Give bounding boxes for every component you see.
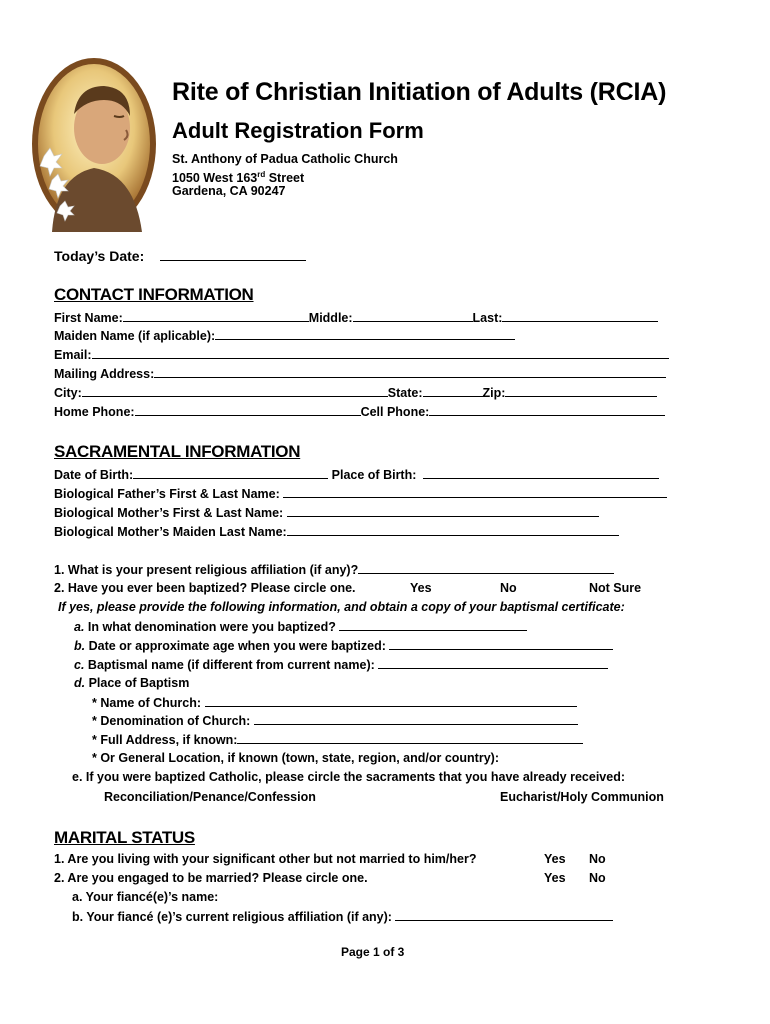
form-title: Rite of Christian Initiation of Adults (RCIA) xyxy=(172,78,667,106)
phone-row xyxy=(54,404,665,420)
dob-field[interactable] xyxy=(133,467,328,479)
zip-label: Zip: xyxy=(482,386,506,400)
church-name-label: * Name of Church: xyxy=(92,696,202,710)
engaged-question: 2. Are you engaged to be married? Please circle one. xyxy=(54,871,368,885)
fiance-religion-field[interactable] xyxy=(395,909,613,921)
mother-maiden-row xyxy=(54,524,619,540)
home-phone-label: Home Phone: xyxy=(54,405,135,419)
first-name-row xyxy=(54,310,658,326)
todays-date-label: Today’s Date: xyxy=(54,248,145,264)
first-name-field[interactable] xyxy=(123,310,309,322)
baptismal-name-row xyxy=(74,657,608,673)
mailing-row xyxy=(54,366,666,382)
page-number: Page 1 of 3 xyxy=(341,945,405,959)
father-name-field[interactable] xyxy=(283,486,667,498)
engaged-yes-option[interactable]: Yes xyxy=(544,871,566,885)
denomination-row xyxy=(74,619,527,635)
general-location-label: * Or General Location, if known (town, state, region, and/or country): xyxy=(92,751,499,765)
mailing-address-field[interactable] xyxy=(154,366,666,378)
living-with-yes-option[interactable]: Yes xyxy=(544,852,566,866)
mother-name-field[interactable] xyxy=(287,505,599,517)
full-address-label: * Full Address, if known: xyxy=(92,733,238,747)
city-label: City: xyxy=(54,386,82,400)
city-row xyxy=(54,385,657,401)
church-name-row xyxy=(92,695,577,711)
middle-label: Middle: xyxy=(308,311,353,325)
church-denomination-label: * Denomination of Church: xyxy=(92,714,251,728)
church-denomination-row xyxy=(92,713,578,729)
denomination-label: In what denomination were you baptized? xyxy=(87,620,336,634)
city-field[interactable] xyxy=(82,385,388,397)
place-of-baptism-row xyxy=(74,676,189,691)
mother-maiden-label: Biological Mother’s Maiden Last Name: xyxy=(54,525,287,539)
form-subtitle: Adult Registration Form xyxy=(172,118,424,143)
maiden-row xyxy=(54,328,515,344)
religion-row xyxy=(54,562,614,578)
mailing-label: Mailing Address: xyxy=(54,367,155,381)
baptized-question: 2. Have you ever been baptized? Please circle one. xyxy=(54,581,356,595)
baptism-date-label: Date or approximate age when you were baptized: xyxy=(88,639,386,653)
mother-label: Biological Mother’s First & Last Name: xyxy=(54,506,284,520)
item-b-letter: b. xyxy=(74,639,86,653)
sacraments-question: e. If you were baptized Catholic, please circle the sacraments that you have already received: xyxy=(72,770,625,784)
maiden-name-field[interactable] xyxy=(215,328,515,340)
item-a-letter: a. xyxy=(74,620,85,634)
baptismal-name-field[interactable] xyxy=(378,657,608,669)
item-d-letter: d. xyxy=(74,676,86,690)
sacramental-heading: SACRAMENTAL INFORMATION xyxy=(54,442,301,461)
church-name-field[interactable] xyxy=(205,695,577,707)
reconciliation-option[interactable]: Reconciliation/Penance/Confession xyxy=(104,790,316,804)
first-name-label: First Name: xyxy=(54,311,123,325)
baptized-notsure-option[interactable]: Not Sure xyxy=(589,581,642,595)
religion-field[interactable] xyxy=(358,562,614,574)
email-label: Email: xyxy=(54,348,92,362)
place-of-baptism-label: Place of Baptism xyxy=(88,676,190,690)
fiance-religion-label: b. Your fiancé (e)’s current religious affiliation (if any): xyxy=(72,910,392,924)
fiance-religion-row xyxy=(72,909,613,925)
place-of-birth-label: Place of Birth: xyxy=(331,468,417,482)
marital-heading: MARITAL STATUS xyxy=(54,828,195,847)
todays-date-field[interactable] xyxy=(160,248,306,261)
church-name: St. Anthony of Padua Catholic Church xyxy=(172,152,398,166)
full-address-field[interactable] xyxy=(237,732,583,744)
fiance-name-label: a. Your fiancé(e)’s name: xyxy=(72,890,219,904)
father-row xyxy=(54,486,667,502)
religion-question: 1. What is your present religious affiliation (if any)? xyxy=(54,563,359,577)
baptism-instructions: If yes, please provide the following information, and obtain a copy of your baptismal certificate: xyxy=(58,600,625,614)
denomination-field[interactable] xyxy=(339,619,527,631)
eucharist-option[interactable]: Eucharist/Holy Communion xyxy=(500,790,664,804)
zip-field[interactable] xyxy=(505,385,657,397)
mother-row xyxy=(54,505,599,521)
middle-name-field[interactable] xyxy=(353,310,473,322)
engaged-no-option[interactable]: No xyxy=(589,871,606,885)
baptized-no-option[interactable]: No xyxy=(500,581,517,595)
place-of-birth-field[interactable] xyxy=(423,467,659,479)
birth-row xyxy=(54,467,659,483)
church-city: Gardena, CA 90247 xyxy=(172,184,286,198)
email-field[interactable] xyxy=(92,347,669,359)
home-phone-field[interactable] xyxy=(135,404,361,416)
cell-phone-label: Cell Phone: xyxy=(360,405,430,419)
saint-anthony-portrait xyxy=(30,56,158,232)
living-with-question: 1. Are you living with your significant other but not married to him/her? xyxy=(54,852,477,866)
dob-label: Date of Birth: xyxy=(54,468,134,482)
full-address-row xyxy=(92,732,583,748)
state-label: State: xyxy=(387,386,423,400)
email-row xyxy=(54,347,669,363)
baptism-date-field[interactable] xyxy=(389,638,613,650)
baptismal-name-label: Baptismal name (if different from current name): xyxy=(87,658,375,672)
baptism-date-row xyxy=(74,638,613,654)
last-label: Last: xyxy=(472,311,503,325)
church-street: 1050 West 163rd Street xyxy=(172,170,305,186)
maiden-label: Maiden Name (if aplicable): xyxy=(54,329,216,343)
baptized-yes-option[interactable]: Yes xyxy=(410,581,432,595)
contact-heading: CONTACT INFORMATION xyxy=(54,285,254,304)
cell-phone-field[interactable] xyxy=(429,404,665,416)
item-c-letter: c. xyxy=(74,658,85,672)
mother-maiden-field[interactable] xyxy=(287,524,619,536)
church-denomination-field[interactable] xyxy=(254,713,578,725)
father-label: Biological Father’s First & Last Name: xyxy=(54,487,280,501)
state-field[interactable] xyxy=(423,385,483,397)
living-with-no-option[interactable]: No xyxy=(589,852,606,866)
last-name-field[interactable] xyxy=(502,310,658,322)
